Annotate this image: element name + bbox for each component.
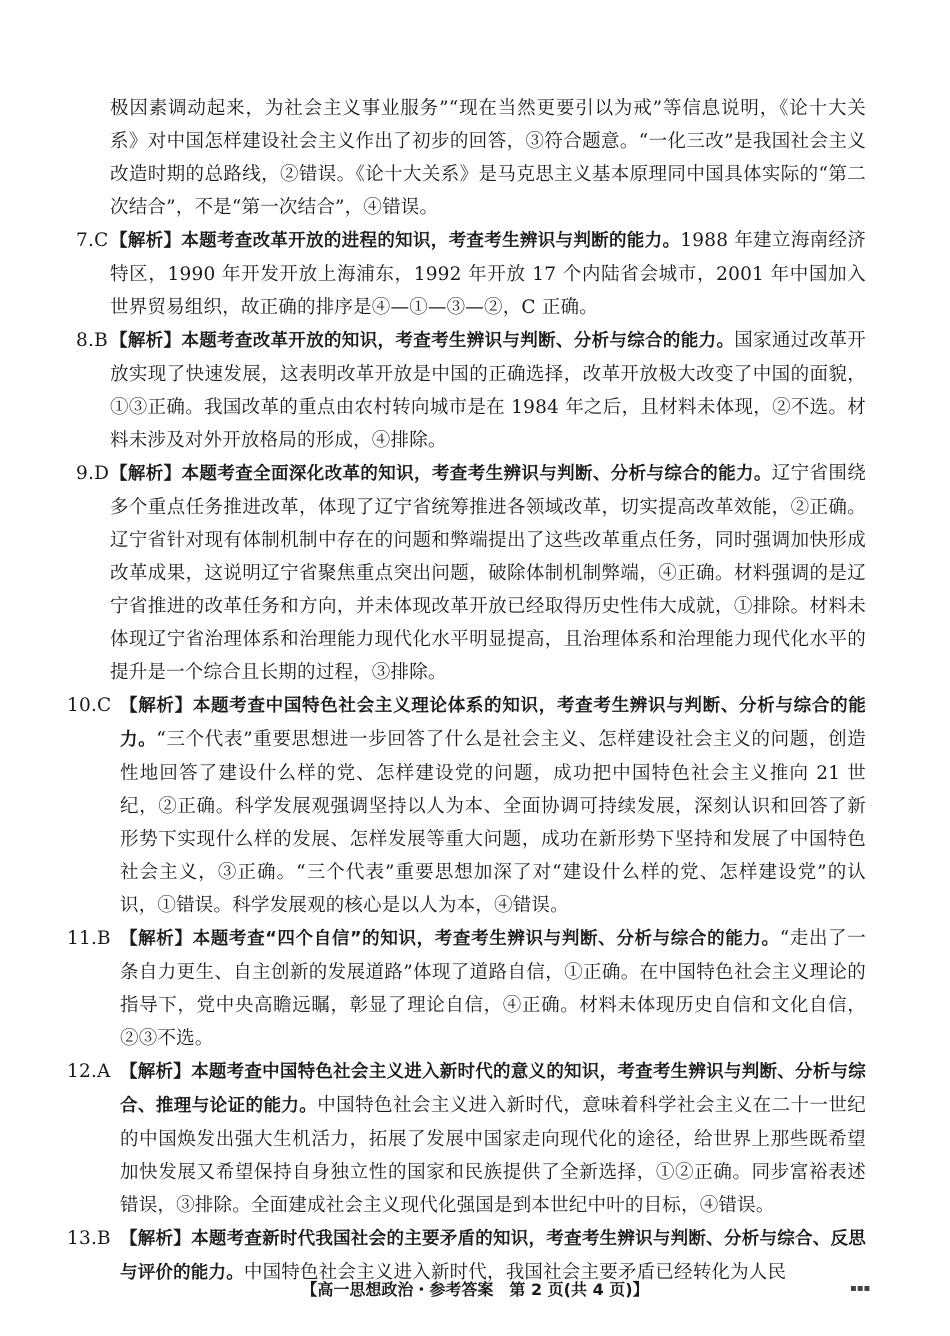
analysis-tag: 【解析】 [110, 464, 182, 484]
item-lead: 本题考查全面深化改革的知识，考查考生辨识与判断、分析与综合的能力。 [181, 464, 772, 484]
item-answer: B [94, 330, 108, 351]
analysis-tag: 【解析】 [120, 696, 193, 716]
answer-item-9 [76, 457, 866, 689]
analysis-tag: 【解析】 [120, 1229, 192, 1249]
item-body: “走出了一条自力更生、自主创新的发展道路”体现了道路自信，①正确。在中国特色社会主义理论的指导下，党中央高瞻远瞩，彰显了理论自信，④正确。材料未体现历史自信和文化自信，②③不选。 [120, 928, 866, 1049]
page-footer: 【高一思想政治・参考答案 第 2 页(共 4 页)】 [301, 1280, 649, 1299]
item-answer: C [97, 695, 112, 716]
item-lead: 本题考查改革开放的知识，考查考生辨识与判断、分析与综合的能力。 [181, 331, 735, 351]
item-body: 辽宁省围绕多个重点任务推进改革，体现了辽宁省统筹推进各领域改革，切实提高改革效能，②正确。辽宁省针对现有体制机制中存在的问题和弊端提出了这些改革重点任务，同时强调加快形成改革成果，这说明辽宁省聚焦重点突出问题，破除体制机制弊端，④正确。材料强调的是辽宁省推进的改革任务和方向，并未体现改革开放已经取得历史性伟大成就，①排除。材料未体现辽宁省治理体系和治理能力现代化水平明显提高，且治理体系和治理能力现代化水平的提升是一个综合且长期的过程，③排除。 [110, 463, 866, 683]
answer-item-11 [67, 922, 866, 1055]
item-body: 1988 年建立海南经济特区，1990 年开发开放上海浦东，1992 年开放 17 个内陆省会城市，2001 年中国加入世界贸易组织，故正确的排序是④—①—③—②，C 正确。 [110, 230, 866, 318]
item-answer: A [97, 1061, 111, 1082]
item-number: 11. [67, 928, 98, 949]
item-body: “三个代表”重要思想进一步回答了什么是社会主义、怎样建设社会主义的问题，创造性地回答了建设什么样的党、怎样建设党的问题，成功把中国特色社会主义推向 21 世纪，②正确。科学发展观强调坚持以人为本、全面协调可持续发展，深刻认识和回答了新形势下实现什么样的发展、怎样发展等重大问题，成功在新形势下坚持和发展了中国特色社会主义，③正确。“三个代表”重要思想加深了对“建设什么样的党、怎样建设党”的认识，①错误。科学发展观的核心是以人为本，④错误。 [120, 729, 866, 916]
item-number: 13. [67, 1228, 98, 1249]
continued-paragraph: 极因素调动起来，为社会主义事业服务”“现在当然更要引以为戒”等信息说明，《论十大关系》对中国怎样建设社会主义作出了初步的回答，③符合题意。“一化三改”是我国社会主义改造时期的总路线，②错误。《论十大关系》是马克思主义基本原理同中国具体实际的“第二次结合”，不是“第一次结合”，④错误。 [110, 98, 866, 218]
item-body: 国家通过改革开放实现了快速发展，这表明改革开放是中国的正确选择，改革开放极大改变了中国的面貌，①③正确。我国改革的重点由农村转向城市是在 1984 年之后，且材料未体现，②不选。材料未涉及对外开放格局的形成，④排除。 [110, 330, 866, 451]
answer-content [67, 92, 866, 1290]
item-lead: 本题考查新时代我国社会的主要矛盾的知识，考查考生辨识与判断、分析与综合、反思与评价的能力。 [120, 1229, 866, 1283]
item-answer: C [94, 230, 109, 251]
item-lead: 本题考查“四个自信”的知识，考查考生辨识与判断、分析与综合的能力。 [192, 929, 780, 949]
item-number: 7. [76, 230, 95, 251]
item-body: 中国特色社会主义进入新时代，意味着科学社会主义在二十一世纪的中国焕发出强大生机活力，拓展了发展中国家走向现代化的途径，给世界上那些既希望加快发展又希望保持自身独立性的国家和民族提供了全新选择，①②正确。同步富裕表述错误，③排除。全面建成社会主义现代化强国是到本世纪中叶的目标，④错误。 [120, 1095, 866, 1216]
analysis-tag: 【解析】 [110, 331, 182, 351]
corner-mark: ▪▪▪ [850, 1283, 871, 1294]
item-lead: 本题考查改革开放的进程的知识，考查考生辨识与判断的能力。 [181, 231, 681, 251]
answer-item-7 [76, 224, 866, 324]
item-answer: B [97, 928, 111, 949]
item-number: 12. [67, 1061, 98, 1082]
item-body: 中国特色社会主义进入新时代，我国社会主要矛盾已经转化为人民 [243, 1262, 787, 1283]
analysis-tag: 【解析】 [120, 929, 193, 949]
item-lead: 本题考查中国特色社会主义进入新时代的意义的知识，考查考生辨识与判断、分析与综合、推理与论证的能力。 [120, 1062, 866, 1116]
answer-item-8 [76, 324, 866, 457]
answer-item-12 [67, 1055, 866, 1222]
item-lead: 本题考查中国特色社会主义理论体系的知识，考查考生辨识与判断、分析与综合的能力。 [120, 696, 866, 750]
item-number: 9. [76, 463, 95, 484]
item-number: 8. [76, 330, 95, 351]
analysis-tag: 【解析】 [120, 1062, 192, 1082]
answer-item-10 [67, 689, 866, 922]
item-answer: B [97, 1228, 111, 1249]
analysis-tag: 【解析】 [110, 231, 182, 251]
item-number: 10. [67, 695, 98, 716]
item-answer: D [94, 463, 110, 484]
